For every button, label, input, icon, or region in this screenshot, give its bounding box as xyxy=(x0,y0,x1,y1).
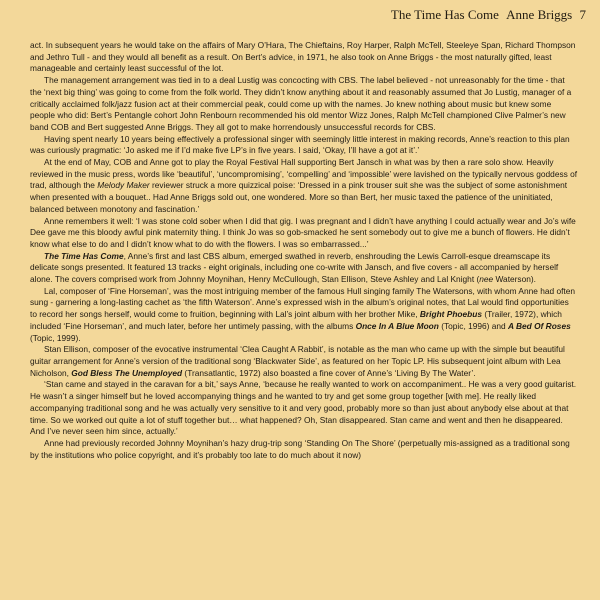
page-header xyxy=(387,7,586,23)
text-run: Having spent nearly 10 years being effectively a professional singer with seemingly little interest in making records, Anne’s reaction to this plan was curiously pragmatic: ‘Jo asked me if I’d make five LP’s in five years. I said, ‘Okay, I’ll have a got at it’.’ xyxy=(30,133,570,156)
paragraph xyxy=(30,438,578,461)
header-artist: Anne Briggs xyxy=(506,7,573,22)
paragraph xyxy=(30,216,578,251)
text-run: (Topic, 1999). xyxy=(30,332,81,343)
paragraph xyxy=(30,157,578,216)
text-run: The management arrangement was tied in to a deal Lustig was concocting with CBS. The label believed - not unreasonably for the time - that the ‘next big thing’ was going to come from the folk world. They didn’t know anything about it and reasonably assumed that Jo Lustig, manager of a critically acclaimed folk/jazz fusion act at their commercial peak, could come up with the names. Jo knew nothing about music but knew some people who did: Bert’s Pentangle cohort John Renbourn recommended his old mentor Wizz Jones, Ralph McTell championed Clive Palmer’s new band COB and Bert suggested Anne Briggs. They all got to make horrendously unsuccessful records for CBS. xyxy=(30,75,572,132)
italic-title: nee xyxy=(479,274,494,285)
text-run: (Transatlantic, 1972) also boasted a fine cover of Anne’s ‘Living By The Water’. xyxy=(182,367,476,378)
paragraph xyxy=(30,75,578,134)
paragraph xyxy=(30,134,578,157)
text-run: , Anne’s first and last CBS album, emerged swathed in reverb, enshrouding the Lewis Carroll-esque dreamscape its delicate songs presented. It featured 13 tracks - eight originals, including one co-write with Jansch, and five covers - all accompanied by herself alone. The covers comprised work from Johnny Moynihan, Henry McCullough, Stan Ellison, Steve Ashley and Lal Knight ( xyxy=(30,250,559,285)
article-body xyxy=(30,40,578,461)
text-run: act. In subsequent years he would take on the affairs of Mary O’Hara, The Chieftains, Roy Harper, Ralph McTell, Steeleye Span, Richard Thompson and Jethro Tull - and they would all benefit as a result. On Bert’s advice, in 1971, he also took on Anne Briggs - the most naturally gifted, least manageable and certainly least successful of the lot. xyxy=(30,40,576,74)
text-run: Waterson). xyxy=(493,274,536,285)
text-run: At the end of May, COB and Anne got to play the Royal Festival Hall supporting Bert Jansch in what was by then a rare solo show. Heavily reviewed in the music press, words like ‘beautiful’, ‘uncompromising’, ‘compelling’ and ‘impossible’ were lavished on the typically nervous goddess of trad, although the xyxy=(30,157,578,191)
italic-title: Melody Maker xyxy=(97,180,150,191)
text-run: Anne remembers it well: ‘I was stone cold sober when I did that gig. I was pregnant and I didn’t have anything I could actually wear and Jo’s wife Dee gave me this bloody awful pink maternity thing. I think Jo was so gob-smacked he sent somebody out to give me a bunch of flowers. He didn’t know what else to do and I didn’t know what to do with the flowers. I was so embarrassed...’ xyxy=(30,215,576,249)
text-run: Anne had previously recorded Johnny Moynihan’s hazy drug-trip song ‘Standing On The Shore’ (perpetually mis-assigned as a traditional song by the institutions who police copyright, and it’s probably too late to do much about it now) xyxy=(30,437,570,460)
header-album-title: The Time Has Come xyxy=(390,7,499,22)
text-run: Stan Ellison, composer of the evocative instrumental ‘Clea Caught A Rabbit’, is notable as the man who came up with the simple but beautiful guitar arrangement for Anne’s version of the traditional song ‘Blackwater Side’, as featured on her Topic LP. His subsequent joint album with Lea Nicholson, xyxy=(30,344,565,378)
text-run: (Trailer, 1972), which included ‘Fine Horseman’, and much later, before her untimely passing, with the albums xyxy=(30,309,562,331)
paragraph xyxy=(30,344,578,379)
page-number: 7 xyxy=(579,7,586,22)
album-title: Once In A Blue Moon xyxy=(355,320,439,331)
paragraph xyxy=(30,379,578,438)
paragraph xyxy=(30,251,578,286)
album-title: A Bed Of Roses xyxy=(507,320,571,331)
album-title: The Time Has Come xyxy=(44,250,124,261)
text-run: ‘Stan came and stayed in the caravan for a bit,’ says Anne, ‘because he really wanted to work on accompaniment.. He was a very good guitarist. He wasn’t a singer himself but he loved accompanying things and he wanted to try and get some group together [with me]. He really liked accompanying traditional song and he was actually very sensitive to it and very good, probably more so than just about anybody else about at that time. So we worked out quite a lot of stuff together but… what happened? Oh, Stan disappeared. Stan came and went and then he disappeared. And I’ve never seen him since, actually.’ xyxy=(30,379,577,437)
album-title: Bright Phoebus xyxy=(419,309,483,320)
album-title: God Bless The Unemployed xyxy=(71,367,183,378)
text-run: Lal, composer of ‘Fine Horseman’, was the most intriguing member of the famous Hull singing family The Watersons, with whom Anne had often sung - garnering a long-lasting cachet as ‘the fifth Waterson’. Anne’s expressed wish in the album’s original notes, that Lal would find opportunities to record her songs herself, would come to fruition, beginning with Lal’s joint album with her brother Mike, xyxy=(30,285,576,320)
text-run: (Topic, 1996) and xyxy=(438,320,508,331)
text-run: reviewer struck a more quizzical poise: ‘Dressed in a pink trouser suit she was the subject of some astonishment when presented with a bouquet.. Had Anne Briggs sold out, one wondered. More so than Bert, her music taxed the patience of the uninitiated, balanced between monotony and fascination.’ xyxy=(30,180,568,214)
paragraph xyxy=(30,40,578,75)
paragraph xyxy=(30,286,578,345)
